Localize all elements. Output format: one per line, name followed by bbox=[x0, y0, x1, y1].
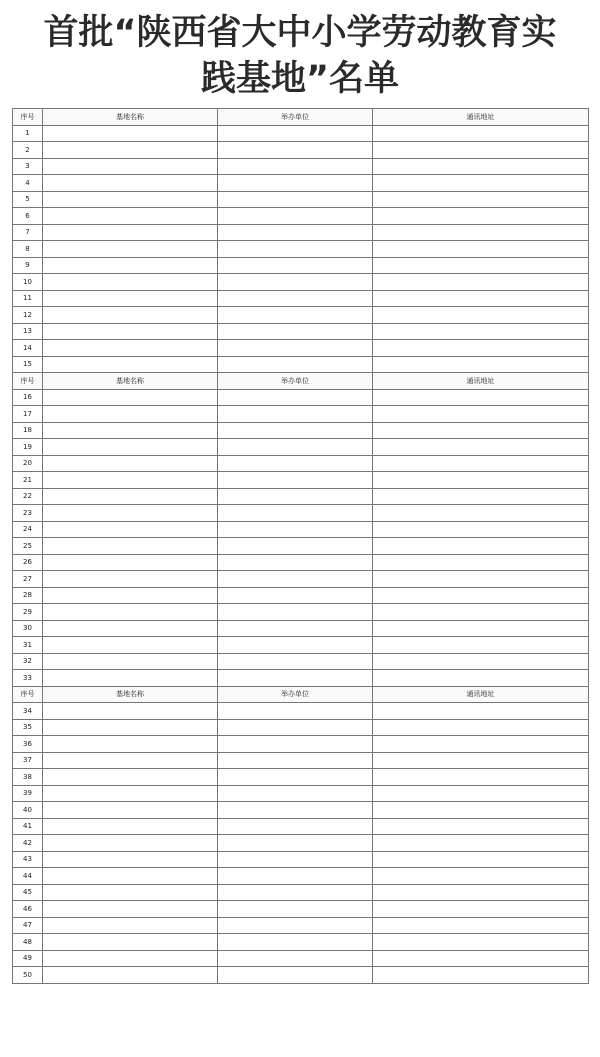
row-number-cell: 41 bbox=[13, 818, 43, 835]
table-row bbox=[13, 703, 589, 720]
organizer-cell bbox=[218, 752, 373, 769]
address-cell bbox=[373, 323, 589, 340]
table-row bbox=[13, 323, 589, 340]
base-name-cell bbox=[43, 653, 218, 670]
base-name-cell bbox=[43, 670, 218, 687]
address-cell bbox=[373, 653, 589, 670]
organizer-cell bbox=[218, 274, 373, 291]
organizer-cell bbox=[218, 835, 373, 852]
address-cell bbox=[373, 901, 589, 918]
table-row bbox=[13, 340, 589, 357]
table-row bbox=[13, 571, 589, 588]
col-header-address: 通讯地址 bbox=[373, 109, 589, 126]
table-row bbox=[13, 901, 589, 918]
organizer-cell bbox=[218, 934, 373, 951]
organizer-cell bbox=[218, 472, 373, 489]
row-number-cell: 9 bbox=[13, 257, 43, 274]
address-cell bbox=[373, 620, 589, 637]
organizer-cell bbox=[218, 340, 373, 357]
table-row bbox=[13, 439, 589, 456]
col-header-address: 通讯地址 bbox=[373, 373, 589, 390]
table-header-row bbox=[13, 686, 589, 703]
organizer-cell bbox=[218, 290, 373, 307]
table-row bbox=[13, 224, 589, 241]
base-name-cell bbox=[43, 125, 218, 142]
table-row bbox=[13, 653, 589, 670]
row-number-cell: 20 bbox=[13, 455, 43, 472]
address-cell bbox=[373, 917, 589, 934]
table-row bbox=[13, 125, 589, 142]
organizer-cell bbox=[218, 521, 373, 538]
row-number-cell: 50 bbox=[13, 967, 43, 984]
organizer-cell bbox=[218, 505, 373, 522]
row-number-cell: 13 bbox=[13, 323, 43, 340]
base-name-cell bbox=[43, 917, 218, 934]
organizer-cell bbox=[218, 389, 373, 406]
address-cell bbox=[373, 604, 589, 621]
table-header-row bbox=[13, 373, 589, 390]
table-row bbox=[13, 158, 589, 175]
base-name-cell bbox=[43, 307, 218, 324]
table-row bbox=[13, 752, 589, 769]
row-number-cell: 12 bbox=[13, 307, 43, 324]
organizer-cell bbox=[218, 884, 373, 901]
organizer-cell bbox=[218, 158, 373, 175]
base-name-cell bbox=[43, 901, 218, 918]
table-row bbox=[13, 241, 589, 258]
base-name-cell bbox=[43, 967, 218, 984]
row-number-cell: 17 bbox=[13, 406, 43, 423]
table-row bbox=[13, 620, 589, 637]
address-cell bbox=[373, 868, 589, 885]
base-name-cell bbox=[43, 191, 218, 208]
organizer-cell bbox=[218, 769, 373, 786]
table-row bbox=[13, 637, 589, 654]
organizer-cell bbox=[218, 637, 373, 654]
table-row bbox=[13, 290, 589, 307]
row-number-cell: 37 bbox=[13, 752, 43, 769]
row-number-cell: 49 bbox=[13, 950, 43, 967]
organizer-cell bbox=[218, 604, 373, 621]
base-name-cell bbox=[43, 818, 218, 835]
col-header-base-name: 基地名称 bbox=[43, 109, 218, 126]
organizer-cell bbox=[218, 257, 373, 274]
address-cell bbox=[373, 175, 589, 192]
row-number-cell: 48 bbox=[13, 934, 43, 951]
organizer-cell bbox=[218, 488, 373, 505]
col-header-organizer: 举办单位 bbox=[218, 109, 373, 126]
row-number-cell: 22 bbox=[13, 488, 43, 505]
row-number-cell: 16 bbox=[13, 389, 43, 406]
base-name-cell bbox=[43, 868, 218, 885]
address-cell bbox=[373, 703, 589, 720]
organizer-cell bbox=[218, 703, 373, 720]
address-cell bbox=[373, 439, 589, 456]
organizer-cell bbox=[218, 142, 373, 159]
organizer-cell bbox=[218, 224, 373, 241]
address-cell bbox=[373, 274, 589, 291]
table-row bbox=[13, 868, 589, 885]
table-row bbox=[13, 736, 589, 753]
address-cell bbox=[373, 752, 589, 769]
address-cell bbox=[373, 884, 589, 901]
row-number-cell: 43 bbox=[13, 851, 43, 868]
address-cell bbox=[373, 736, 589, 753]
address-cell bbox=[373, 307, 589, 324]
page-title-line-1: 首批“陕西省大中小学劳动教育实 bbox=[43, 13, 557, 53]
row-number-cell: 28 bbox=[13, 587, 43, 604]
row-number-cell: 33 bbox=[13, 670, 43, 687]
table-row bbox=[13, 175, 589, 192]
organizer-cell bbox=[218, 406, 373, 423]
roster-body bbox=[13, 109, 589, 984]
base-name-cell bbox=[43, 274, 218, 291]
row-number-cell: 36 bbox=[13, 736, 43, 753]
base-name-cell bbox=[43, 934, 218, 951]
row-number-cell: 21 bbox=[13, 472, 43, 489]
row-number-cell: 2 bbox=[13, 142, 43, 159]
base-name-cell bbox=[43, 736, 218, 753]
address-cell bbox=[373, 670, 589, 687]
address-cell bbox=[373, 257, 589, 274]
address-cell bbox=[373, 521, 589, 538]
address-cell bbox=[373, 488, 589, 505]
col-header-base-name: 基地名称 bbox=[43, 373, 218, 390]
table-row bbox=[13, 505, 589, 522]
row-number-cell: 18 bbox=[13, 422, 43, 439]
row-number-cell: 6 bbox=[13, 208, 43, 225]
address-cell bbox=[373, 356, 589, 373]
base-name-cell bbox=[43, 439, 218, 456]
table-row bbox=[13, 785, 589, 802]
row-number-cell: 14 bbox=[13, 340, 43, 357]
organizer-cell bbox=[218, 571, 373, 588]
col-header-base-name: 基地名称 bbox=[43, 686, 218, 703]
table-row bbox=[13, 406, 589, 423]
base-name-cell bbox=[43, 521, 218, 538]
table-row bbox=[13, 257, 589, 274]
organizer-cell bbox=[218, 670, 373, 687]
table-row bbox=[13, 884, 589, 901]
address-cell bbox=[373, 290, 589, 307]
organizer-cell bbox=[218, 653, 373, 670]
organizer-cell bbox=[218, 554, 373, 571]
row-number-cell: 10 bbox=[13, 274, 43, 291]
organizer-cell bbox=[218, 950, 373, 967]
address-cell bbox=[373, 769, 589, 786]
address-cell bbox=[373, 587, 589, 604]
organizer-cell bbox=[218, 868, 373, 885]
base-name-cell bbox=[43, 604, 218, 621]
table-header-row bbox=[13, 109, 589, 126]
base-name-cell bbox=[43, 802, 218, 819]
base-name-cell bbox=[43, 488, 218, 505]
row-number-cell: 1 bbox=[13, 125, 43, 142]
organizer-cell bbox=[218, 818, 373, 835]
base-name-cell bbox=[43, 356, 218, 373]
organizer-cell bbox=[218, 307, 373, 324]
base-name-cell bbox=[43, 554, 218, 571]
table-row bbox=[13, 818, 589, 835]
organizer-cell bbox=[218, 439, 373, 456]
base-name-cell bbox=[43, 950, 218, 967]
base-name-cell bbox=[43, 175, 218, 192]
address-cell bbox=[373, 950, 589, 967]
base-name-cell bbox=[43, 142, 218, 159]
table-row bbox=[13, 307, 589, 324]
table-row bbox=[13, 802, 589, 819]
table-row bbox=[13, 835, 589, 852]
organizer-cell bbox=[218, 917, 373, 934]
row-number-cell: 23 bbox=[13, 505, 43, 522]
address-cell bbox=[373, 851, 589, 868]
address-cell bbox=[373, 538, 589, 555]
organizer-cell bbox=[218, 538, 373, 555]
base-name-cell bbox=[43, 158, 218, 175]
table-row bbox=[13, 422, 589, 439]
table-row bbox=[13, 455, 589, 472]
row-number-cell: 8 bbox=[13, 241, 43, 258]
address-cell bbox=[373, 125, 589, 142]
address-cell bbox=[373, 472, 589, 489]
address-cell bbox=[373, 835, 589, 852]
base-name-cell bbox=[43, 455, 218, 472]
address-cell bbox=[373, 802, 589, 819]
row-number-cell: 24 bbox=[13, 521, 43, 538]
row-number-cell: 4 bbox=[13, 175, 43, 192]
row-number-cell: 11 bbox=[13, 290, 43, 307]
base-name-cell bbox=[43, 422, 218, 439]
address-cell bbox=[373, 340, 589, 357]
page-title-line-2: 践基地”名单 bbox=[200, 59, 399, 99]
organizer-cell bbox=[218, 241, 373, 258]
table-row bbox=[13, 950, 589, 967]
organizer-cell bbox=[218, 587, 373, 604]
base-name-cell bbox=[43, 290, 218, 307]
base-roster-table bbox=[12, 108, 589, 984]
table-row bbox=[13, 587, 589, 604]
table-row bbox=[13, 967, 589, 984]
base-name-cell bbox=[43, 785, 218, 802]
table-row bbox=[13, 604, 589, 621]
table-row bbox=[13, 538, 589, 555]
address-cell bbox=[373, 571, 589, 588]
row-number-cell: 5 bbox=[13, 191, 43, 208]
col-header-number: 序号 bbox=[13, 109, 43, 126]
row-number-cell: 47 bbox=[13, 917, 43, 934]
base-name-cell bbox=[43, 637, 218, 654]
organizer-cell bbox=[218, 422, 373, 439]
organizer-cell bbox=[218, 901, 373, 918]
table-row bbox=[13, 769, 589, 786]
address-cell bbox=[373, 208, 589, 225]
organizer-cell bbox=[218, 208, 373, 225]
row-number-cell: 25 bbox=[13, 538, 43, 555]
organizer-cell bbox=[218, 785, 373, 802]
base-name-cell bbox=[43, 257, 218, 274]
base-name-cell bbox=[43, 340, 218, 357]
base-name-cell bbox=[43, 538, 218, 555]
col-header-address: 通讯地址 bbox=[373, 686, 589, 703]
base-name-cell bbox=[43, 241, 218, 258]
address-cell bbox=[373, 406, 589, 423]
table-row bbox=[13, 389, 589, 406]
table-row bbox=[13, 356, 589, 373]
row-number-cell: 45 bbox=[13, 884, 43, 901]
row-number-cell: 34 bbox=[13, 703, 43, 720]
row-number-cell: 30 bbox=[13, 620, 43, 637]
address-cell bbox=[373, 422, 589, 439]
col-header-number: 序号 bbox=[13, 686, 43, 703]
row-number-cell: 38 bbox=[13, 769, 43, 786]
address-cell bbox=[373, 785, 589, 802]
organizer-cell bbox=[218, 967, 373, 984]
base-name-cell bbox=[43, 752, 218, 769]
table-row bbox=[13, 488, 589, 505]
base-name-cell bbox=[43, 835, 218, 852]
row-number-cell: 19 bbox=[13, 439, 43, 456]
base-name-cell bbox=[43, 406, 218, 423]
address-cell bbox=[373, 719, 589, 736]
row-number-cell: 3 bbox=[13, 158, 43, 175]
row-number-cell: 44 bbox=[13, 868, 43, 885]
address-cell bbox=[373, 818, 589, 835]
address-cell bbox=[373, 241, 589, 258]
organizer-cell bbox=[218, 175, 373, 192]
row-number-cell: 40 bbox=[13, 802, 43, 819]
col-header-number: 序号 bbox=[13, 373, 43, 390]
organizer-cell bbox=[218, 191, 373, 208]
row-number-cell: 31 bbox=[13, 637, 43, 654]
col-header-organizer: 举办单位 bbox=[218, 686, 373, 703]
address-cell bbox=[373, 224, 589, 241]
row-number-cell: 32 bbox=[13, 653, 43, 670]
col-header-organizer: 举办单位 bbox=[218, 373, 373, 390]
row-number-cell: 15 bbox=[13, 356, 43, 373]
table-row bbox=[13, 851, 589, 868]
base-name-cell bbox=[43, 703, 218, 720]
base-name-cell bbox=[43, 769, 218, 786]
table-row bbox=[13, 521, 589, 538]
table-row bbox=[13, 142, 589, 159]
organizer-cell bbox=[218, 736, 373, 753]
organizer-cell bbox=[218, 125, 373, 142]
organizer-cell bbox=[218, 323, 373, 340]
base-name-cell bbox=[43, 851, 218, 868]
base-name-cell bbox=[43, 505, 218, 522]
organizer-cell bbox=[218, 802, 373, 819]
row-number-cell: 39 bbox=[13, 785, 43, 802]
base-name-cell bbox=[43, 587, 218, 604]
organizer-cell bbox=[218, 851, 373, 868]
address-cell bbox=[373, 142, 589, 159]
address-cell bbox=[373, 554, 589, 571]
base-name-cell bbox=[43, 472, 218, 489]
table-row bbox=[13, 670, 589, 687]
organizer-cell bbox=[218, 455, 373, 472]
address-cell bbox=[373, 158, 589, 175]
base-name-cell bbox=[43, 208, 218, 225]
base-name-cell bbox=[43, 884, 218, 901]
row-number-cell: 26 bbox=[13, 554, 43, 571]
table-row bbox=[13, 208, 589, 225]
address-cell bbox=[373, 637, 589, 654]
base-name-cell bbox=[43, 571, 218, 588]
row-number-cell: 35 bbox=[13, 719, 43, 736]
organizer-cell bbox=[218, 356, 373, 373]
base-name-cell bbox=[43, 389, 218, 406]
table-row bbox=[13, 554, 589, 571]
row-number-cell: 46 bbox=[13, 901, 43, 918]
table-row bbox=[13, 719, 589, 736]
address-cell bbox=[373, 389, 589, 406]
row-number-cell: 42 bbox=[13, 835, 43, 852]
base-name-cell bbox=[43, 224, 218, 241]
base-name-cell bbox=[43, 620, 218, 637]
address-cell bbox=[373, 191, 589, 208]
table-row bbox=[13, 917, 589, 934]
base-name-cell bbox=[43, 719, 218, 736]
address-cell bbox=[373, 455, 589, 472]
row-number-cell: 29 bbox=[13, 604, 43, 621]
base-name-cell bbox=[43, 323, 218, 340]
row-number-cell: 7 bbox=[13, 224, 43, 241]
address-cell bbox=[373, 967, 589, 984]
table-row bbox=[13, 934, 589, 951]
organizer-cell bbox=[218, 719, 373, 736]
row-number-cell: 27 bbox=[13, 571, 43, 588]
address-cell bbox=[373, 505, 589, 522]
table-row bbox=[13, 472, 589, 489]
organizer-cell bbox=[218, 620, 373, 637]
address-cell bbox=[373, 934, 589, 951]
table-row bbox=[13, 191, 589, 208]
table-row bbox=[13, 274, 589, 291]
